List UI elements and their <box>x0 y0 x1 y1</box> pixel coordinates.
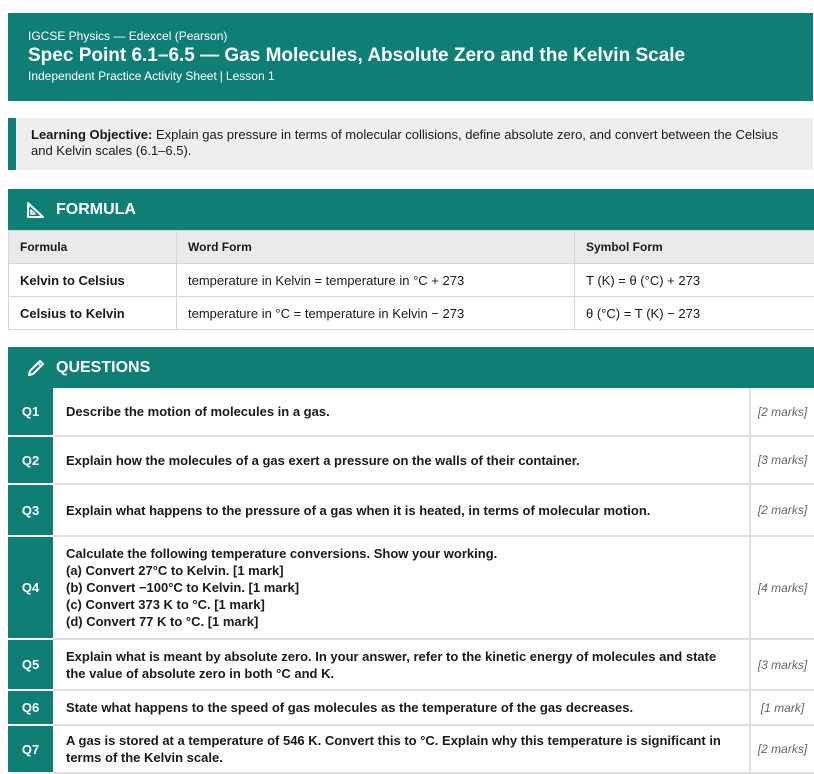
question-line: Explain what is meant by absolute zero. In your answer, refer to the kinetic energy of molecules and state the value of absolute zero in both °C and K. <box>66 648 739 682</box>
table-row <box>9 297 814 330</box>
pencil-icon <box>26 358 46 378</box>
question-marks: [2 marks] <box>750 388 814 436</box>
table-row <box>9 264 814 297</box>
question-number: Q6 <box>8 690 53 725</box>
question-row <box>8 536 814 639</box>
question-line: (c) Convert 373 K to °C. [1 mark] <box>66 596 739 613</box>
question-row <box>8 690 814 725</box>
questions-section-title: QUESTIONS <box>56 359 150 377</box>
question-number: Q1 <box>8 388 53 436</box>
column-header: Symbol Form <box>575 231 814 264</box>
sheet-meta <box>28 69 793 84</box>
question-row <box>8 436 814 484</box>
formula-section-title: FORMULA <box>56 201 136 219</box>
question-text <box>53 639 750 690</box>
question-text <box>53 725 750 773</box>
question-marks: [2 marks] <box>750 725 814 773</box>
question-line: A gas is stored at a temperature of 546 K. Convert this to °C. Explain why this temperature is significant in terms of the Kelvin scale. <box>66 732 739 766</box>
question-number: Q5 <box>8 639 53 690</box>
question-number: Q3 <box>8 484 53 536</box>
question-number: Q2 <box>8 436 53 484</box>
objective-text: Explain gas pressure in terms of molecular collisions, define absolute zero, and convert between the Celsius and Kelvin scales (6.1–6.5). <box>31 127 778 158</box>
formula-name: Kelvin to Celsius <box>9 264 177 297</box>
question-line: (b) Convert −100°C to Kelvin. [1 mark] <box>66 579 739 596</box>
page-title: Spec Point 6.1–6.5 — Gas Molecules, Absolute Zero and the Kelvin Scale <box>28 44 793 68</box>
column-header: Formula <box>9 231 177 264</box>
question-row <box>8 388 814 436</box>
question-marks: [1 mark] <box>750 690 814 725</box>
question-line: Explain what happens to the pressure of a gas when it is heated, in terms of molecular motion. <box>66 502 739 519</box>
triangle-ruler-icon <box>26 201 46 219</box>
questions-table <box>8 388 814 774</box>
objective-label: Learning Objective: <box>31 127 152 142</box>
symbol-form: T (K) = θ (°C) + 273 <box>575 264 814 297</box>
question-marks: [2 marks] <box>750 484 814 536</box>
question-line: Explain how the molecules of a gas exert a pressure on the walls of their container. <box>66 452 739 469</box>
question-marks: [3 marks] <box>750 639 814 690</box>
meta-separator: | <box>217 69 226 83</box>
sheet-type: Independent Practice Activity Sheet <box>28 69 217 83</box>
question-line: (a) Convert 27°C to Kelvin. [1 mark] <box>66 562 739 579</box>
course-subject: IGCSE Physics — Edexcel (Pearson) <box>28 29 793 43</box>
question-row <box>8 725 814 773</box>
column-header: Word Form <box>177 231 575 264</box>
question-text <box>53 388 750 436</box>
learning-objective <box>8 118 813 170</box>
header-banner <box>8 13 813 101</box>
symbol-form: θ (°C) = T (K) − 273 <box>575 297 814 330</box>
question-text <box>53 536 750 639</box>
word-form: temperature in °C = temperature in Kelvin − 273 <box>177 297 575 330</box>
question-marks: [4 marks] <box>750 536 814 639</box>
question-text <box>53 690 750 725</box>
questions-section-header <box>8 347 814 388</box>
formula-section-header <box>8 189 814 230</box>
question-text <box>53 484 750 536</box>
question-line: Calculate the following temperature conversions. Show your working. <box>66 545 739 562</box>
question-row <box>8 484 814 536</box>
lesson-label: Lesson 1 <box>226 69 275 83</box>
question-line: Describe the motion of molecules in a gas. <box>66 403 739 420</box>
question-marks: [3 marks] <box>750 436 814 484</box>
question-line: (d) Convert 77 K to °C. [1 mark] <box>66 613 739 630</box>
word-form: temperature in Kelvin = temperature in °C + 273 <box>177 264 575 297</box>
question-number: Q7 <box>8 725 53 773</box>
formula-header-row <box>9 231 814 264</box>
formula-name: Celsius to Kelvin <box>9 297 177 330</box>
formula-table <box>8 230 814 330</box>
question-line: State what happens to the speed of gas molecules as the temperature of the gas decreases. <box>66 699 739 716</box>
question-row <box>8 639 814 690</box>
question-text <box>53 436 750 484</box>
question-number: Q4 <box>8 536 53 639</box>
